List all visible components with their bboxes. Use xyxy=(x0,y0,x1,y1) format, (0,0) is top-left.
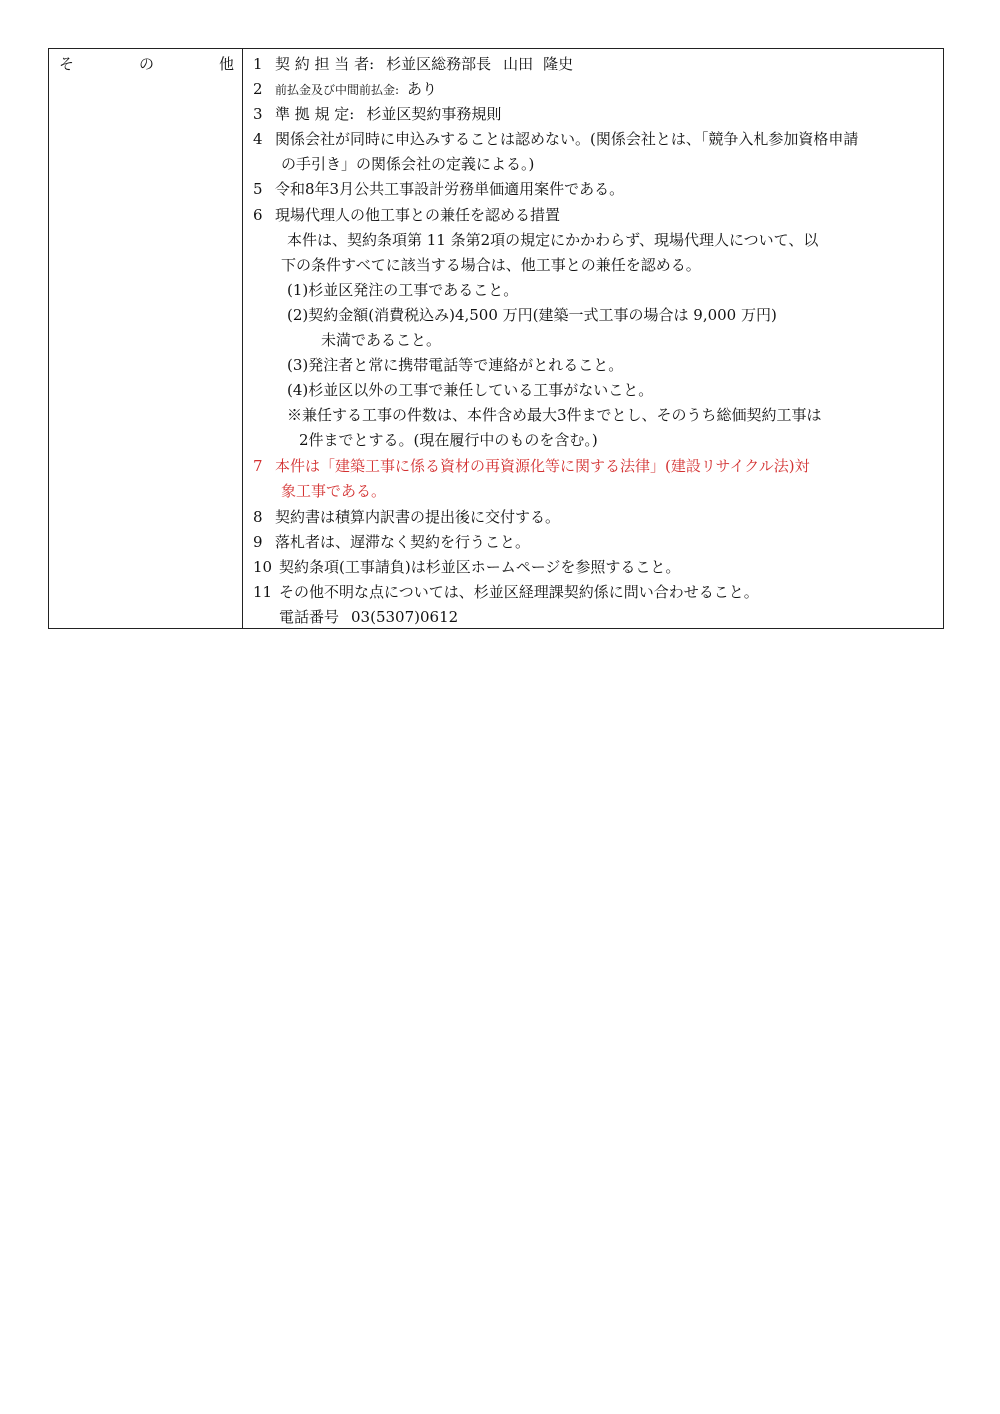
item-4-continuation: の手引き」の関係会社の定義による。) xyxy=(281,155,535,173)
item-3-value: 杉並区契約事務規則 xyxy=(366,105,502,123)
item-6-condition-4: (4)杉並区以外の工事で兼任している工事がないこと。 xyxy=(287,381,654,399)
item-10-text: 契約条項(工事請負)は杉並区ホームページを参照すること。 xyxy=(279,558,681,576)
item-6-condition-2-cont: 未満であること。 xyxy=(321,331,442,349)
item-1-label: 契 約 担 当 者: xyxy=(275,55,375,73)
content-cell xyxy=(243,49,943,628)
item-number: 5 xyxy=(253,180,263,198)
item-6-condition-1: (1)杉並区発注の工事であること。 xyxy=(287,281,519,299)
item-11-text: その他不明な点については、杉並区経理課契約係に問い合わせること。 xyxy=(279,583,759,601)
label-cell xyxy=(49,49,243,628)
item-4 xyxy=(253,129,858,149)
item-6-condition-3: (3)発注者と常に携帯電話等で連絡がとれること。 xyxy=(287,356,624,374)
item-6-condition-2: (2)契約金額(消費税込み)4,500 万円(建築一式工事の場合は 9,000 万円) xyxy=(287,306,777,324)
label-char-1: そ xyxy=(59,55,75,73)
item-5-text: 令和8年3月公共工事設計労務単価適用案件である。 xyxy=(275,180,625,198)
item-number: 1 xyxy=(253,55,263,73)
item-11 xyxy=(253,582,759,602)
item-2-value: あり xyxy=(407,80,438,98)
item-number: 6 xyxy=(253,206,263,224)
item-2 xyxy=(253,79,437,100)
item-1 xyxy=(253,54,573,74)
phone-number: 03(5307)0612 xyxy=(351,608,459,626)
item-1-surname: 山田 xyxy=(503,55,534,73)
item-2-label: 前払金及び中間前払金: xyxy=(275,83,400,97)
phone-label: 電話番号 xyxy=(279,608,340,626)
item-number: 11 xyxy=(253,583,273,601)
item-3 xyxy=(253,104,501,124)
item-9 xyxy=(253,532,530,552)
notes-table xyxy=(48,48,944,629)
item-number: 9 xyxy=(253,533,263,551)
item-number: 8 xyxy=(253,508,263,526)
item-7 xyxy=(253,456,810,476)
item-6-sub-line-1: 本件は、契約条項第 11 条第2項の規定にかかわらず、現場代理人について、以 xyxy=(287,231,819,249)
item-number: 4 xyxy=(253,130,263,148)
item-6-sub-line-2: 下の条件すべてに該当する場合は、他工事との兼任を認める。 xyxy=(281,256,701,274)
item-5 xyxy=(253,179,624,199)
item-8-text: 契約書は積算内訳書の提出後に交付する。 xyxy=(275,508,561,526)
label-char-3: 他 xyxy=(219,55,235,73)
item-number: 10 xyxy=(253,558,273,576)
item-9-text: 落札者は、遅滞なく契約を行うこと。 xyxy=(275,533,531,551)
item-number: 3 xyxy=(253,105,263,123)
item-1-given-name: 隆史 xyxy=(543,55,574,73)
item-7-text: 本件は「建築工事に係る資材の再資源化等に関する法律」(建設リサイクル法)対 xyxy=(275,457,810,475)
item-number: 7 xyxy=(253,457,263,475)
phone-line xyxy=(279,607,458,627)
item-3-label: 準 拠 規 定: xyxy=(275,105,355,123)
item-10 xyxy=(253,557,680,577)
item-6-note-cont: 2件までとする。(現在履行中のものを含む。) xyxy=(299,431,598,449)
item-6-text: 現場代理人の他工事との兼任を認める措置 xyxy=(275,206,561,224)
item-1-value: 杉並区総務部長 xyxy=(386,55,492,73)
item-4-text: 関係会社が同時に申込みすることは認めない。(関係会社とは、「競争入札参加資格申請 xyxy=(275,130,859,148)
item-7-continuation: 象工事である。 xyxy=(281,482,387,500)
item-6-note: ※兼任する工事の件数は、本件含め最大3件までとし、そのうち総価契約工事は xyxy=(287,406,822,424)
item-6 xyxy=(253,205,560,225)
item-number: 2 xyxy=(253,80,263,98)
label-char-2: の xyxy=(139,55,155,73)
item-8 xyxy=(253,507,560,527)
